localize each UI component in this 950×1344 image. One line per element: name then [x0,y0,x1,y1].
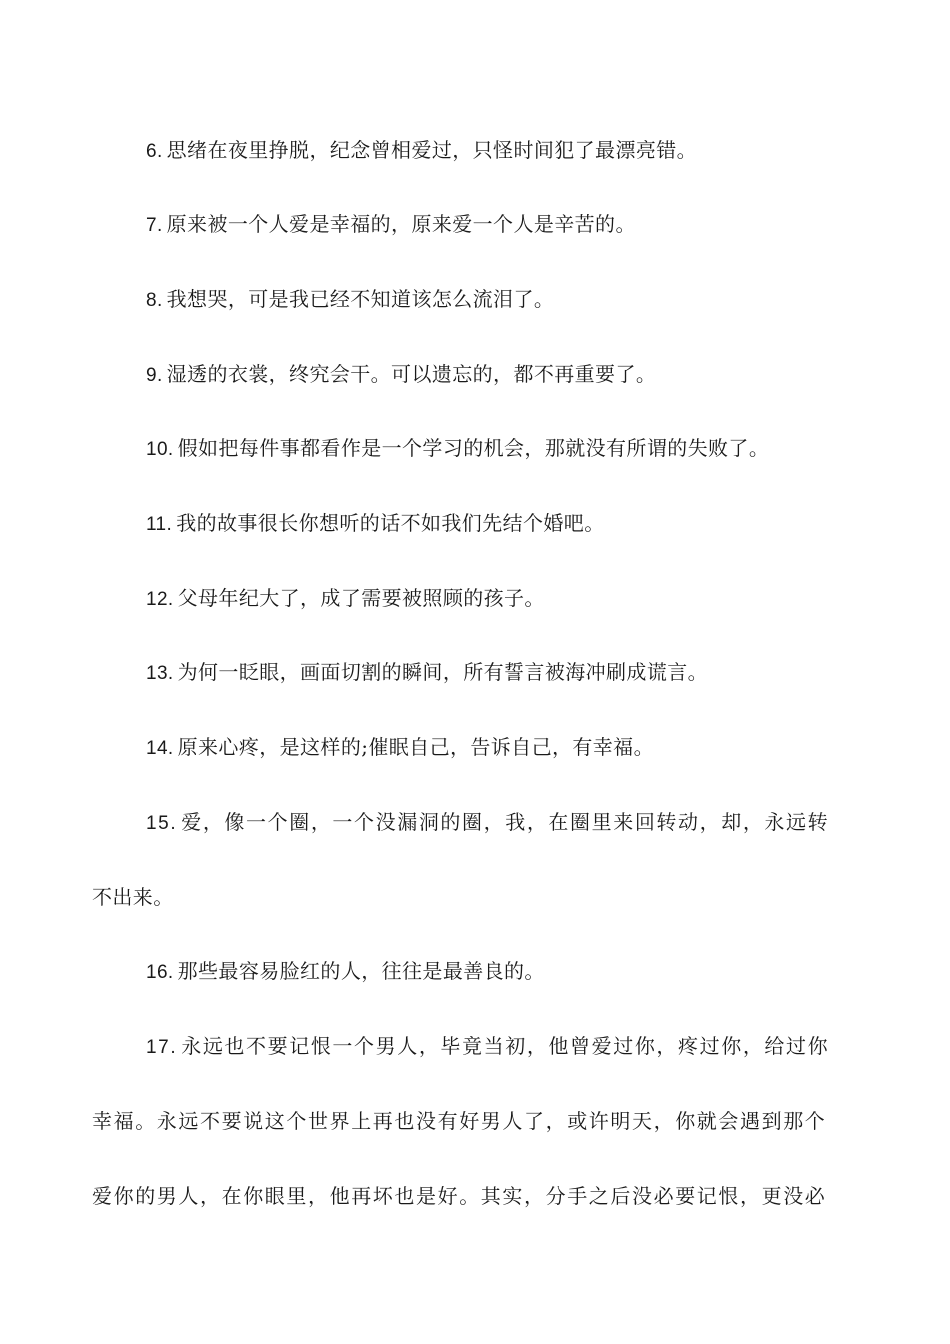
list-item [146,360,656,390]
item-number: 15. [146,813,178,834]
item-number: 6. [146,141,163,162]
list-item [146,957,545,987]
item-text: 原来心疼，是这样的;催眠自己，告诉自己，有幸福。 [177,735,654,759]
list-item-continuation [92,1107,826,1135]
list-item [146,808,829,838]
item-text: 永远也不要记恨一个男人，毕竟当初，他曾爱过你，疼过你，给过你 [181,1034,830,1058]
item-text: 原来被一个人爱是幸福的，原来爱一个人是辛苦的。 [166,212,636,236]
item-text: 爱你的男人，在你眼里，他再坏也是好。其实，分手之后没必要记恨，更没必 [92,1184,827,1208]
item-number: 10. [146,439,174,460]
item-number: 13. [146,663,174,684]
list-item [146,210,636,240]
list-item [146,136,697,166]
item-text: 思绪在夜里挣脱，纪念曾相爱过，只怪时间犯了最漂亮错。 [166,138,698,162]
item-text: 假如把每件事都看作是一个学习的机会，那就没有所谓的失败了。 [177,436,770,460]
item-number: 7. [146,215,163,236]
list-item [146,584,545,614]
item-text: 父母年纪大了，成了需要被照顾的孩子。 [177,586,545,610]
list-item [146,509,605,539]
item-text: 为何一眨眼，画面切割的瞬间，所有誓言被海冲刷成谎言。 [177,660,709,684]
item-number: 8. [146,290,163,311]
item-text: 我的故事很长你想听的话不如我们先结个婚吧。 [176,511,605,535]
item-text: 不出来。 [92,885,174,909]
list-item-continuation [92,883,174,911]
item-number: 11. [146,514,173,535]
item-number: 16. [146,962,174,983]
list-item [146,733,654,763]
list-item [146,434,769,464]
list-item [146,658,708,688]
item-text: 我想哭，可是我已经不知道该怎么流泪了。 [166,287,555,311]
list-item-continuation [92,1182,826,1210]
item-number: 12. [146,589,174,610]
item-text: 那些最容易脸红的人，往往是最善良的。 [177,959,545,983]
list-item [146,285,554,315]
item-text: 爱，像一个圈，一个没漏洞的圈，我，在圈里来回转动，却，永远转 [181,810,830,834]
item-number: 14. [146,738,174,759]
item-number: 9. [146,365,163,386]
item-text: 幸福。永远不要说这个世界上再也没有好男人了，或许明天，你就会遇到那个 [92,1109,827,1133]
item-number: 17. [146,1037,178,1058]
item-text: 湿透的衣裳，终究会干。可以遗忘的，都不再重要了。 [166,362,657,386]
list-item [146,1032,829,1062]
